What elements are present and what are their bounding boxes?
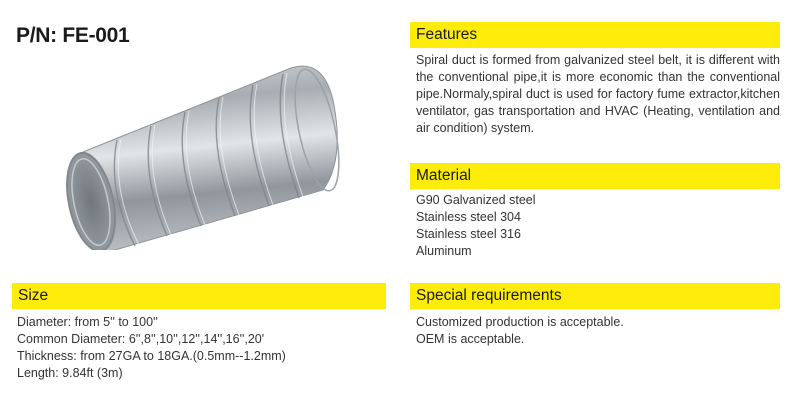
special-requirements-list (416, 314, 624, 348)
size-item: Thickness: from 27GA to 18GA.(0.5mm--1.2mm) (17, 349, 286, 363)
special-item: OEM is acceptable. (416, 332, 525, 346)
special-item: Customized production is acceptable. (416, 315, 624, 329)
special-requirements-header (410, 283, 780, 309)
material-header (410, 163, 780, 189)
features-body: Spiral duct is formed from galvanized steel belt, it is different with the conventional pipe,it is more economic than the conventional pipe.Normaly,spiral duct is used for factory fume extractor,kitchen ventilator, gas transportation and HVAC (Heating, ventilation and air condition) system. (416, 53, 780, 135)
spiral-duct-image (55, 50, 355, 250)
size-item: Common Diameter: 6'',8'',10'',12'',14'',16'',20' (17, 332, 265, 346)
material-list (416, 192, 536, 260)
material-item: Aluminum (416, 244, 472, 258)
material-item: Stainless steel 304 (416, 210, 521, 224)
material-title: Material (416, 167, 472, 184)
part-number: P/N: FE-001 (16, 24, 130, 47)
size-item: Diameter: from 5'' to 100'' (17, 315, 158, 329)
size-list (17, 314, 286, 382)
features-header (410, 22, 780, 48)
size-title: Size (18, 287, 49, 304)
material-item: Stainless steel 316 (416, 227, 521, 241)
material-item: G90 Galvanized steel (416, 193, 536, 207)
size-header (12, 283, 386, 309)
features-title: Features (416, 26, 478, 43)
size-item: Length: 9.84ft (3m) (17, 366, 123, 380)
special-requirements-title: Special requirements (416, 287, 562, 304)
